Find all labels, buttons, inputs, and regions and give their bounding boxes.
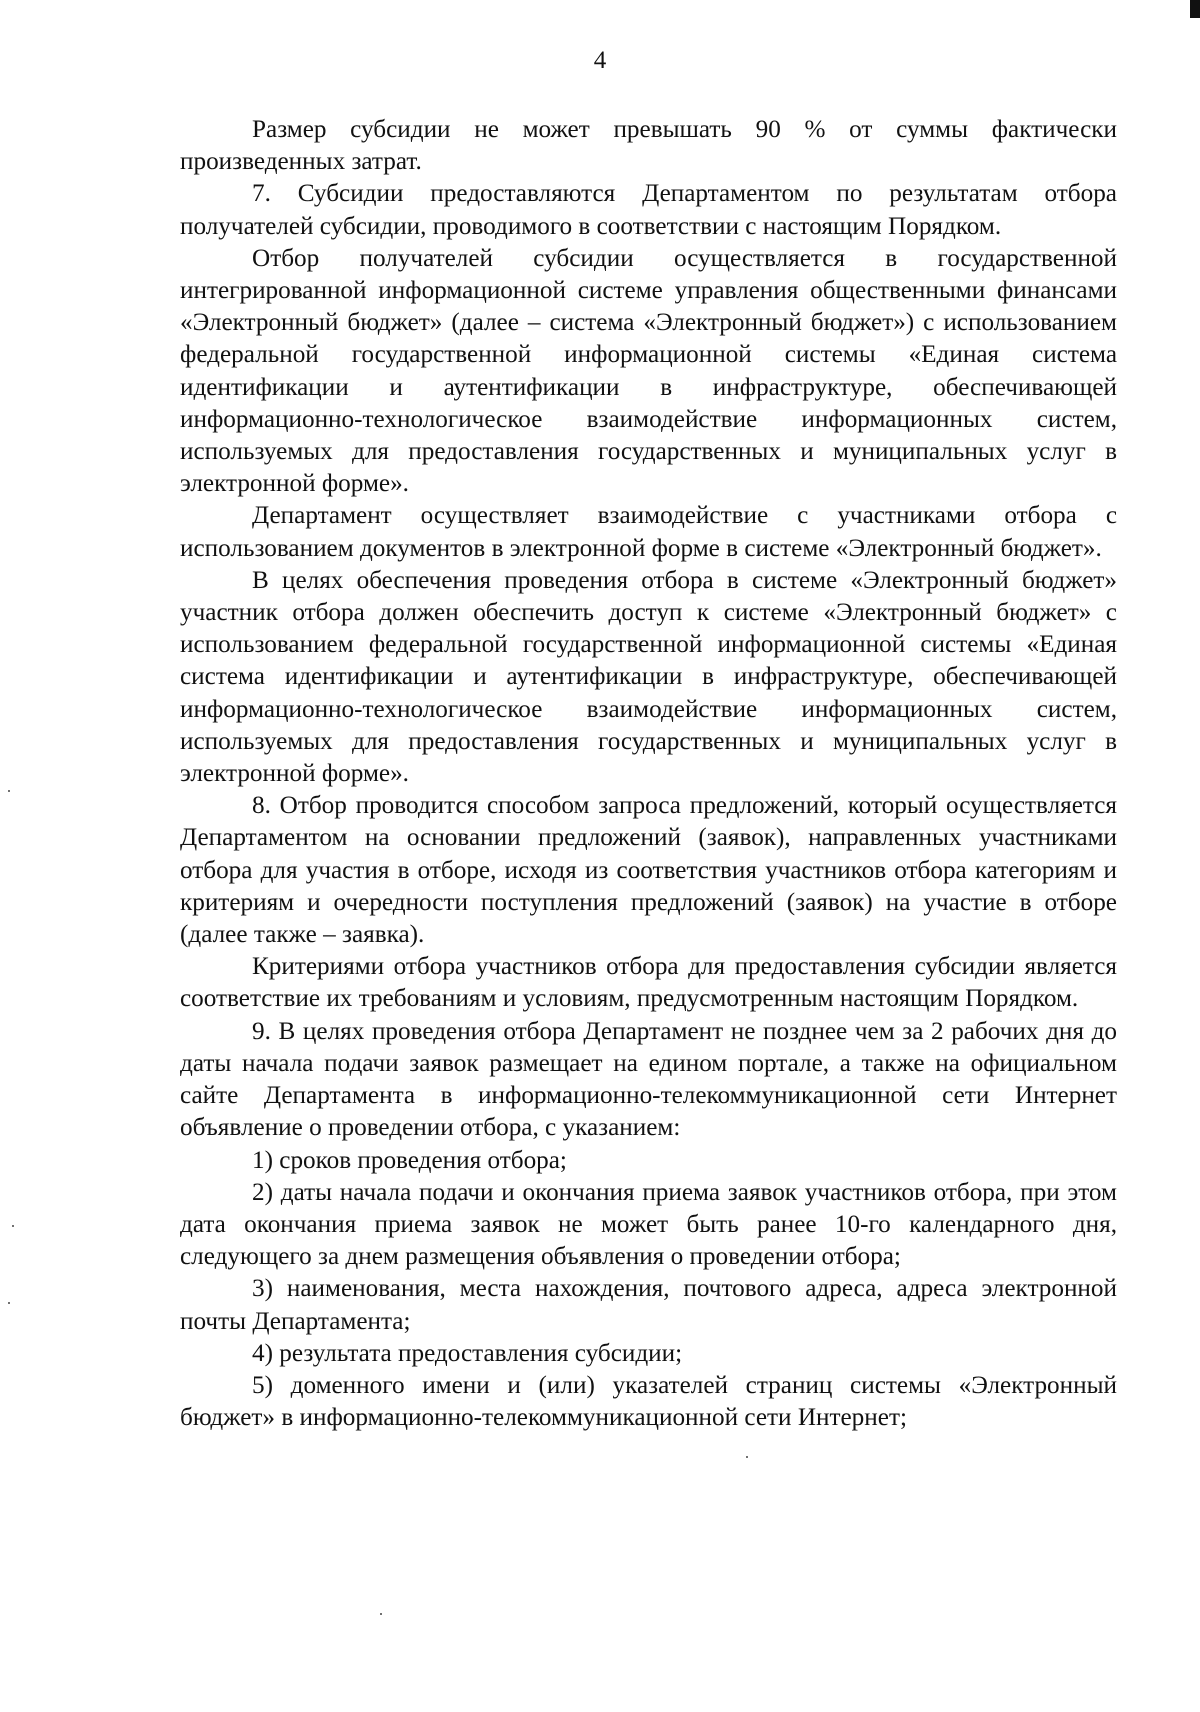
scan-corner-mark [1190,0,1200,18]
paragraph-subsidy-limit: Размер субсидии не может превышать 90 % от суммы фактически произведенных затрат. [180,116,1117,176]
paragraph-selection-system: Отбор получателей субсидии осуществляется в государственной интегрированной информационной системе управления общественными финансами «Электронный бюджет» (далее – система «Электронный бюджет») с использованием федеральной государственной информационной системы «Единая система идентификации и аутентификации в инфраструктуре, обеспечивающей информационно-технологическое взаимодействие информационных систем, используемых для предоставления государственных и муниципальных услуг в электронной форме». [180,244,1117,498]
paragraph-7: 7. Субсидии предоставляются Департаментом по результатам отбора получателей субсидии, проводимого в соответствии с настоящим Порядком. [180,180,1117,240]
list-item-4: 4) результата предоставления субсидии; [252,1339,683,1367]
page-number: 4 [593,47,607,74]
scan-speck [380,1613,382,1615]
list-item-2: 2) даты начала подачи и окончания приема заявок участников отбора, при этом дата окончания приема заявок не может быть ранее 10-го календарного дня, следующего за днем размещения объявления о проведении отбора; [180,1178,1117,1271]
paragraph-system-access: В целях обеспечения проведения отбора в системе «Электронный бюджет» участник отбора должен обеспечить доступ к системе «Электронный бюджет» с использованием федеральной государственной информационной системы «Единая система идентификации и аутентификации в инфраструктуре, обеспечивающей информационно-технологическое взаимодействие информационных систем, используемых для предоставления государственных и муниципальных услуг в электронной форме». [180,566,1117,788]
paragraph-selection-criteria: Критериями отбора участников отбора для предоставления субсидии является соответствие их требованиям и условиям, предусмотренным настоящим Порядком. [180,953,1117,1013]
paragraph-9: 9. В целях проведения отбора Департамент не позднее чем за 2 рабочих дня до даты начала подачи заявок размещает на едином портале, а также на официальном сайте Департамента в информационно-телекоммуникационной сети Интернет объявление о проведении отбора, с указанием: [180,1017,1117,1142]
list-item-1: 1) сроков проведения отбора; [252,1146,567,1174]
scan-speck [12,1225,14,1227]
list-item-5: 5) доменного имени и (или) указателей страниц системы «Электронный бюджет» в информационно-телекоммуникационной сети Интернет; [180,1371,1117,1432]
scan-speck [8,790,10,792]
scan-speck [746,1456,748,1458]
list-item-3: 3) наименования, места нахождения, почтового адреса, адреса электронной почты Департамента; [180,1275,1117,1335]
scan-speck [8,1302,10,1304]
document-body [180,114,1117,1434]
paragraph-8: 8. Отбор проводится способом запроса предложений, который осуществляется Департаментом на основании предложений (заявок), направленных участниками отбора для участия в отборе, исходя из соответствия участников отбора категориям и критериям и очередности поступления предложений (заявок) на участие в отборе (далее также – заявка). [180,792,1117,949]
paragraph-department-interaction: Департамент осуществляет взаимодействие с участниками отбора с использованием документов в электронной форме в системе «Электронный бюджет». [180,502,1117,562]
